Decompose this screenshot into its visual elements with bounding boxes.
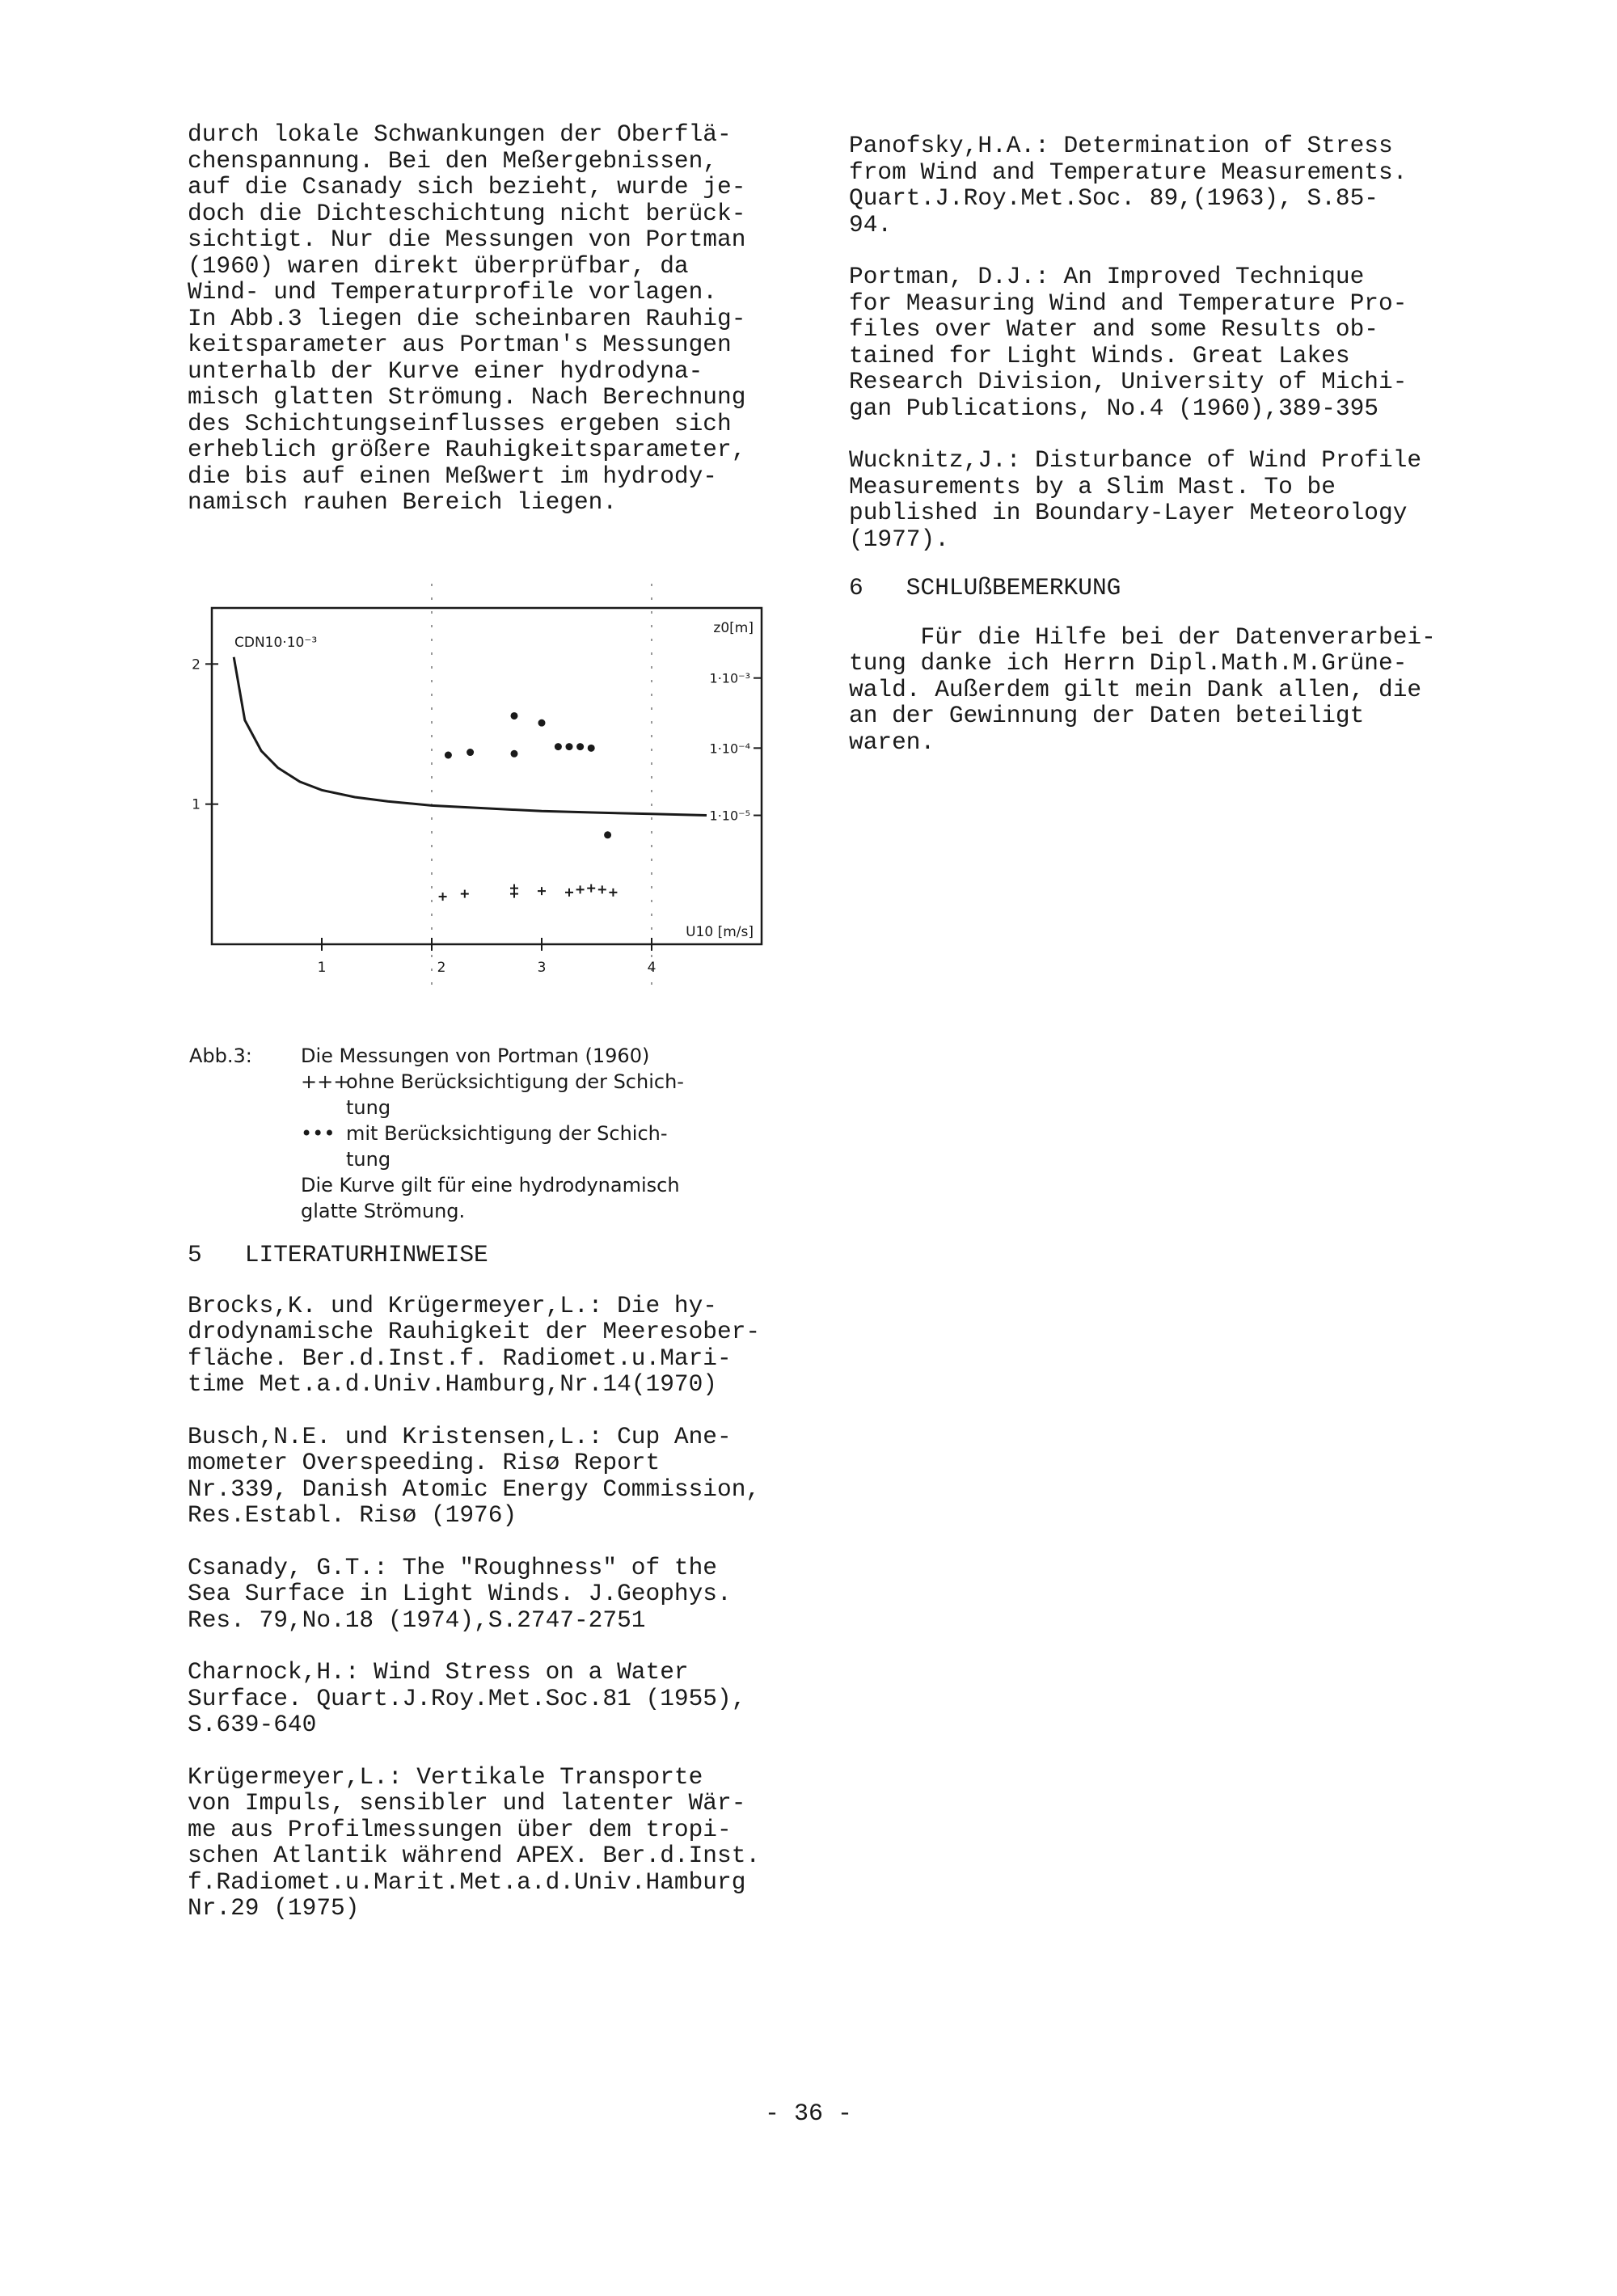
caption-line-5: glatte Strömung. — [301, 1200, 466, 1222]
page-number: - 36 - — [764, 2100, 853, 2128]
reference-item: Panofsky,H.A.: Determination of Stress from Wind and Temperature Measurements. Quart.J.Roy.Met.Soc. 89,(1963), S.85- 94. — [849, 132, 1408, 238]
reference-item: Brocks,K. und Krügermeyer,L.: Die hy- drodynamische Rauhigkeit der Meeresober- fläche. Ber.d.Inst.f. Radiomet.u.Mari- time Met.a.d.Univ.Hamburg,Nr.14(1970) — [188, 1291, 761, 1398]
y-axis-label: CDN10·10⁻³ — [234, 635, 318, 651]
caption-symbol-dot: ••• — [301, 1122, 336, 1145]
data-point-dot — [555, 743, 562, 750]
data-point-dot — [538, 720, 546, 727]
references-left — [188, 1242, 851, 1922]
right-column — [849, 133, 1512, 755]
caption-symbol-plus: +++ — [301, 1070, 350, 1093]
data-point-plus — [576, 885, 585, 893]
x-axis-label: U10 [m/s] — [686, 924, 754, 940]
caption-item-2: mit Berücksichtigung der Schich- — [346, 1122, 668, 1145]
figure-caption — [189, 1043, 836, 1224]
caption-item-1: ohne Berücksichtigung der Schich- — [346, 1070, 684, 1093]
right-axis-label: z0[m] — [713, 620, 754, 636]
section-heading-schluss: 6 SCHLUßBEMERKUNG — [849, 574, 1121, 601]
data-point-plus — [609, 888, 617, 897]
x-tick-label: 1 — [317, 960, 327, 976]
data-point-dot — [576, 743, 584, 750]
right-tick-label: 1·10⁻⁴ — [709, 741, 750, 757]
right-tick-label: 1·10⁻⁵ — [709, 808, 750, 824]
caption-line-4: Die Kurve gilt für eine hydrodynamisch — [301, 1174, 680, 1197]
reference-item: Busch,N.E. und Kristensen,L.: Cup Ane- mometer Overspeeding. Risø Report Nr.339, Danish Atomic Energy Commission, Res.Establ. Risø (1976) — [188, 1422, 761, 1529]
x-tick-label: 2 — [437, 960, 446, 976]
x-tick-label: 4 — [647, 960, 657, 976]
right-tick-label: 1·10⁻³ — [709, 670, 750, 686]
figure-abb3-chart — [162, 566, 792, 1019]
data-point-plus — [461, 890, 469, 898]
data-point-plus — [565, 888, 573, 897]
caption-item-1-cont: tung — [346, 1096, 391, 1119]
y-tick-label: 1 — [192, 796, 201, 813]
data-point-plus — [538, 887, 546, 895]
data-point-dot — [566, 743, 573, 750]
data-point-dot — [467, 749, 474, 756]
data-point-dot — [445, 752, 452, 759]
smooth-flow-curve — [234, 657, 707, 816]
intro-paragraph: durch lokale Schwankungen der Oberflä- chenspannung. Bei den Meßergebnissen, auf die Csanady sich bezieht, wurde je- doch die Dichteschichtung nicht berück- sichtigt. Nur die Messungen von Portman (1960) waren direkt überprüfbar, da Wind- und Temperaturprofile vorlagen. In Abb.3 liegen die scheinbaren Rauhig- keitsparameter aus Portman's Messungen unterhalb der Kurve einer hydrodyna- misch glatten Strömung. Nach Berechnung des Schichtungseinflusses ergeben sich erheblich größere Rauhigkeitsparameter, die bis auf einen Meßwert im hydrody- namisch rauhen Bereich liegen. — [188, 120, 746, 516]
data-point-plus — [510, 884, 518, 893]
data-point-plus — [598, 885, 606, 893]
data-point-dot — [588, 745, 595, 752]
data-point-plus — [587, 884, 595, 893]
left-column — [188, 121, 851, 516]
y-tick-label: 2 — [192, 656, 201, 673]
reference-item: Wucknitz,J.: Disturbance of Wind Profile Measurements by a Slim Mast. To be published in Boundary-Layer Meteorology (1977). — [849, 446, 1422, 553]
caption-item-2-cont: tung — [346, 1148, 391, 1171]
closing-paragraph: Für die Hilfe bei der Datenverarbei- tung danke ich Herrn Dipl.Math.M.Grüne- wald. Außerdem gilt mein Dank allen, die an der Gewinnung der Daten beteiligt waren. — [849, 623, 1436, 756]
reference-item: Csanady, G.T.: The "Roughness" of the Sea Surface in Light Winds. J.Geophys. Res. 79,No.18 (1974),S.2747-2751 — [188, 1553, 732, 1634]
caption-label: Abb.3: — [189, 1045, 252, 1067]
caption-line-1: Die Messungen von Portman (1960) — [301, 1045, 650, 1067]
data-point-plus — [439, 893, 447, 901]
x-tick-label: 3 — [537, 960, 547, 976]
reference-item: Krügermeyer,L.: Vertikale Transporte von Impuls, sensibler und latenter Wär- me aus Profilmessungen über dem tropi- schen Atlantik während APEX. Ber.d.Inst. f.Radiomet.u.Marit.Met.a.d.Univ.Hamburg Nr.29 (1975) — [188, 1762, 761, 1922]
data-point-dot — [511, 712, 518, 720]
reference-item: Charnock,H.: Wind Stress on a Water Surface. Quart.J.Roy.Met.Soc.81 (1955), S.639-640 — [188, 1658, 746, 1738]
data-point-dot — [511, 750, 518, 758]
data-point-dot — [604, 831, 611, 838]
section-heading-literatur: 5 LITERATURHINWEISE — [188, 1241, 488, 1268]
plot-frame — [212, 608, 762, 944]
reference-item: Portman, D.J.: An Improved Technique for Measuring Wind and Temperature Pro- files over Water and some Results ob- tained for Light Winds. Great Lakes Research Division, University of Michi- gan Publications, No.4 (1960),389-395 — [849, 263, 1408, 422]
